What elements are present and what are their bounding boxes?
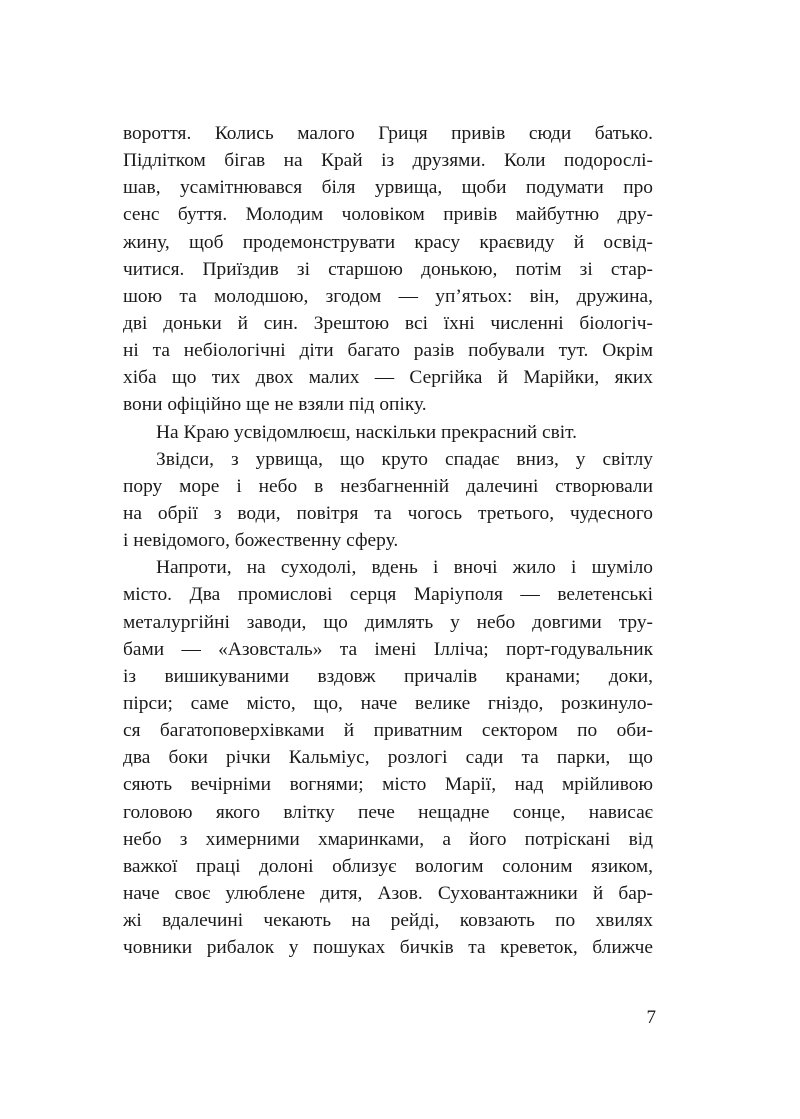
text-line: із вишикуваними вздовж причалів кранами; доки,: [123, 665, 653, 687]
text-line: два боки річки Кальміус, розлогі сади та парки, що: [123, 747, 653, 769]
text-line: дві доньки й син. Зрештою всі їхні численні біологіч-: [123, 312, 653, 334]
text-line: сенс буття. Молодим чоловіком привів майбутню дру-: [123, 204, 653, 226]
text-line: важкої праці долоні облизує вологим солоним язиком,: [123, 855, 653, 877]
body-text: [123, 120, 653, 961]
text-line: наче своє улюблене дитя, Азов. Суховантажники й бар-: [123, 882, 653, 904]
text-line: небо з химерними хмаринками, а його потріскані від: [123, 828, 653, 850]
text-line: човники рибалок у пошуках бичків та креветок, ближче: [123, 937, 653, 959]
text-line: вони офіційно ще не взяли під опіку.: [123, 394, 427, 416]
text-line: бами — «Азовсталь» та імені Ілліча; порт-годувальник: [123, 638, 653, 660]
text-line: пірси; саме місто, що, наче велике гніздо, розкинуло-: [123, 692, 653, 714]
text-line: металургійні заводи, що димлять у небо довгими тру-: [123, 611, 653, 633]
text-line: ні та небіологічні діти багато разів побували тут. Окрім: [123, 340, 653, 362]
text-line: і невідомого, божественну сферу.: [123, 530, 399, 552]
text-line: ся багатоповерхівками й приватним сектором по оби-: [123, 720, 653, 742]
page-number: 7: [646, 1007, 656, 1028]
text-line: на обрії з води, повітря та чогось третього, чудесного: [123, 502, 653, 524]
text-line: шав, усамітнювався біля урвища, щоби подумати про: [123, 177, 653, 199]
text-line: Напроти, на суходолі, вдень і вночі жило і шуміло: [156, 557, 653, 579]
text-line: жину, щоб продемонструвати красу краєвиду й освід-: [123, 231, 653, 253]
text-line: головою якого влітку пече нещадне сонце, нависає: [123, 801, 653, 823]
text-line: шою та молодшою, згодом — уп’ятьох: він, дружина,: [123, 285, 653, 307]
text-line: хіба що тих двох малих — Сергійка й Марійки, яких: [123, 367, 653, 389]
text-line: читися. Приїздив зі старшою донькою, потім зі стар-: [123, 258, 653, 280]
text-line: Підлітком бігав на Край із друзями. Коли подорослі-: [123, 150, 653, 172]
text-line: жі вдалечині чекають на рейді, ковзають по хвилях: [123, 910, 653, 932]
text-line: сяють вечірніми вогнями; місто Марії, над мрійливою: [123, 774, 653, 796]
text-line: Звідси, з урвища, що круто спадає вниз, у світлу: [156, 448, 653, 470]
text-line: вороття. Колись малого Гриця привів сюди батько.: [123, 123, 653, 144]
text-line: пору море і небо в незбагненній далечині створювали: [123, 475, 653, 497]
text-line: На Краю усвідомлюєш, наскільки прекрасний світ.: [156, 421, 578, 443]
text-line: місто. Два промислові серця Маріуполя — велетенські: [123, 584, 653, 606]
